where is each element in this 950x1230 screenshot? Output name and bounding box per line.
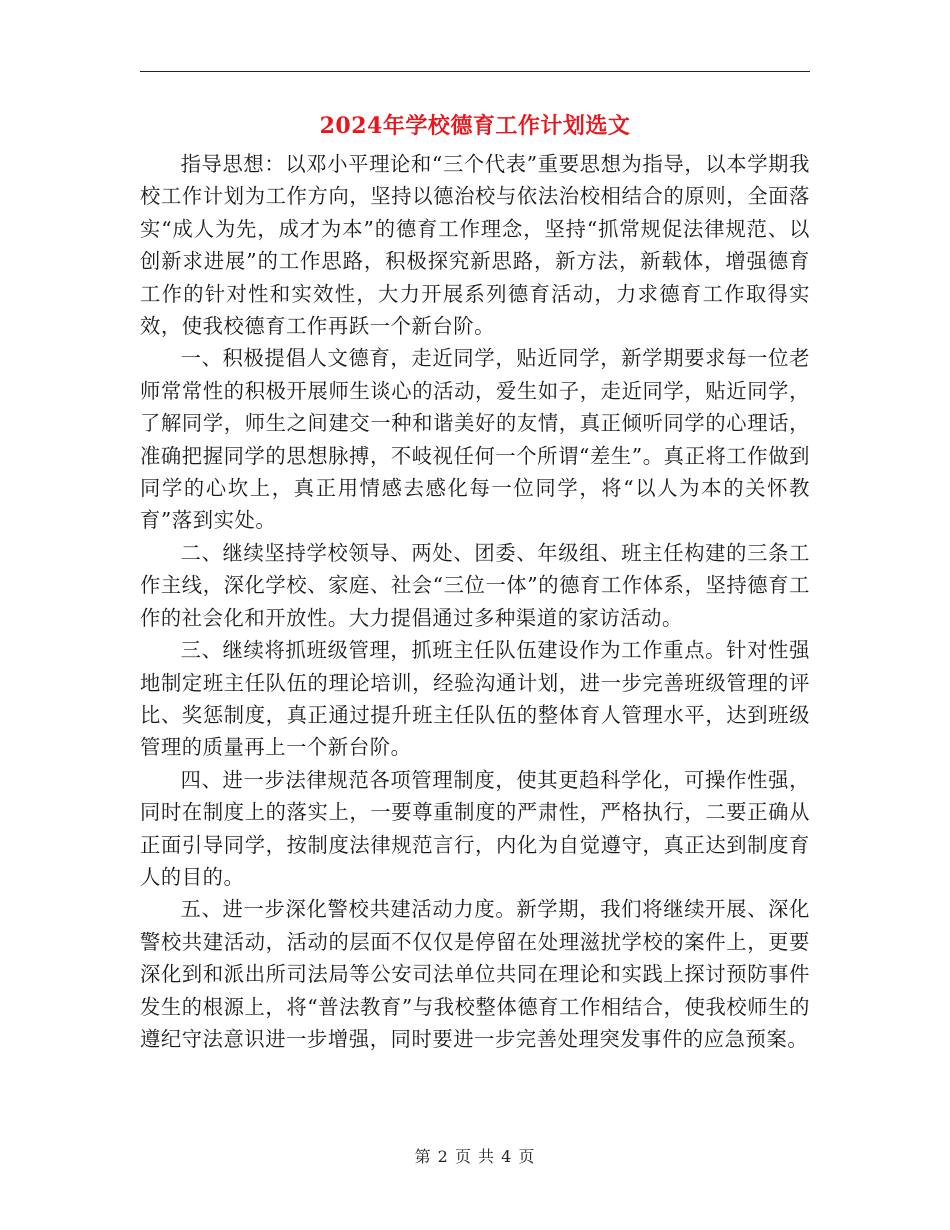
paragraph-item-5: 五、进一步深化警校共建活动力度。新学期，我们将继续开展、深化警校共建活动，活动的层面不仅仅是停留在处理滋扰学校的案件上，更要深化到和派出所司法局等公安司法单位共同在理论和实践上探讨预防事件发生的根源上，将“普法教育”与我校整体德育工作相结合，使我校师生的遵纪守法意识进一步增强，同时要进一步完善处理突发事件的应急预案。: [140, 897, 810, 1051]
page-number-footer: 第 2 页 共 4 页: [414, 1147, 536, 1166]
paragraph-item-2: 二、继续坚持学校领导、两处、团委、年级组、班主任构建的三条工作主线，深化学校、家庭、社会“三位一体”的德育工作体系，坚持德育工作的社会化和开放性。大力提倡通过多种渠道的家访活动。: [140, 540, 810, 630]
paragraph-item-1: 一、积极提倡人文德育，走近同学，贴近同学，新学期要求每一位老师常常性的积极开展师生谈心的活动，爱生如子，走近同学，贴近同学，了解同学，师生之间建交一种和谐美好的友情，真正倾听同学的心理话，准确把握同学的思想脉搏，不岐视任何一个所谓“差生”。真正将工作做到同学的心坎上，真正用情感去感化每一位同学，将“以人为本的关怀教育”落到实处。: [140, 346, 810, 533]
paragraph-item-3: 三、继续将抓班级管理，抓班主任队伍建设作为工作重点。针对性强地制定班主任队伍的理论培训，经验沟通计划，进一步完善班级管理的评比、奖惩制度，真正通过提升班主任队伍的整体育人管理水平，达到班级管理的质量再上一个新台阶。: [140, 638, 810, 760]
paragraph-guiding-ideology: 指导思想：以邓小平理论和“三个代表”重要思想为指导，以本学期我校工作计划为工作方向，坚持以德治校与依法治校相结合的原则，全面落实“成人为先，成才为本”的德育工作理念，坚持“抓常规促法律规范、以创新求进展”的工作思路，积极探究新思路，新方法，新载体，增强德育工作的针对性和实效性，大力开展系列德育活动，力求德育工作取得实效，使我校德育工作再跃一个新台阶。: [140, 152, 810, 339]
document-body: [140, 148, 810, 1055]
document-title: 2024年学校德育工作计划选文: [319, 113, 631, 139]
header-rule: [140, 71, 810, 72]
paragraph-item-4: 四、进一步法律规范各项管理制度，使其更趋科学化，可操作性强，同时在制度上的落实上，一要尊重制度的严肃性，严格执行，二要正确从正面引导同学，按制度法律规范言行，内化为自觉遵守，真正达到制度育人的目的。: [140, 767, 810, 889]
